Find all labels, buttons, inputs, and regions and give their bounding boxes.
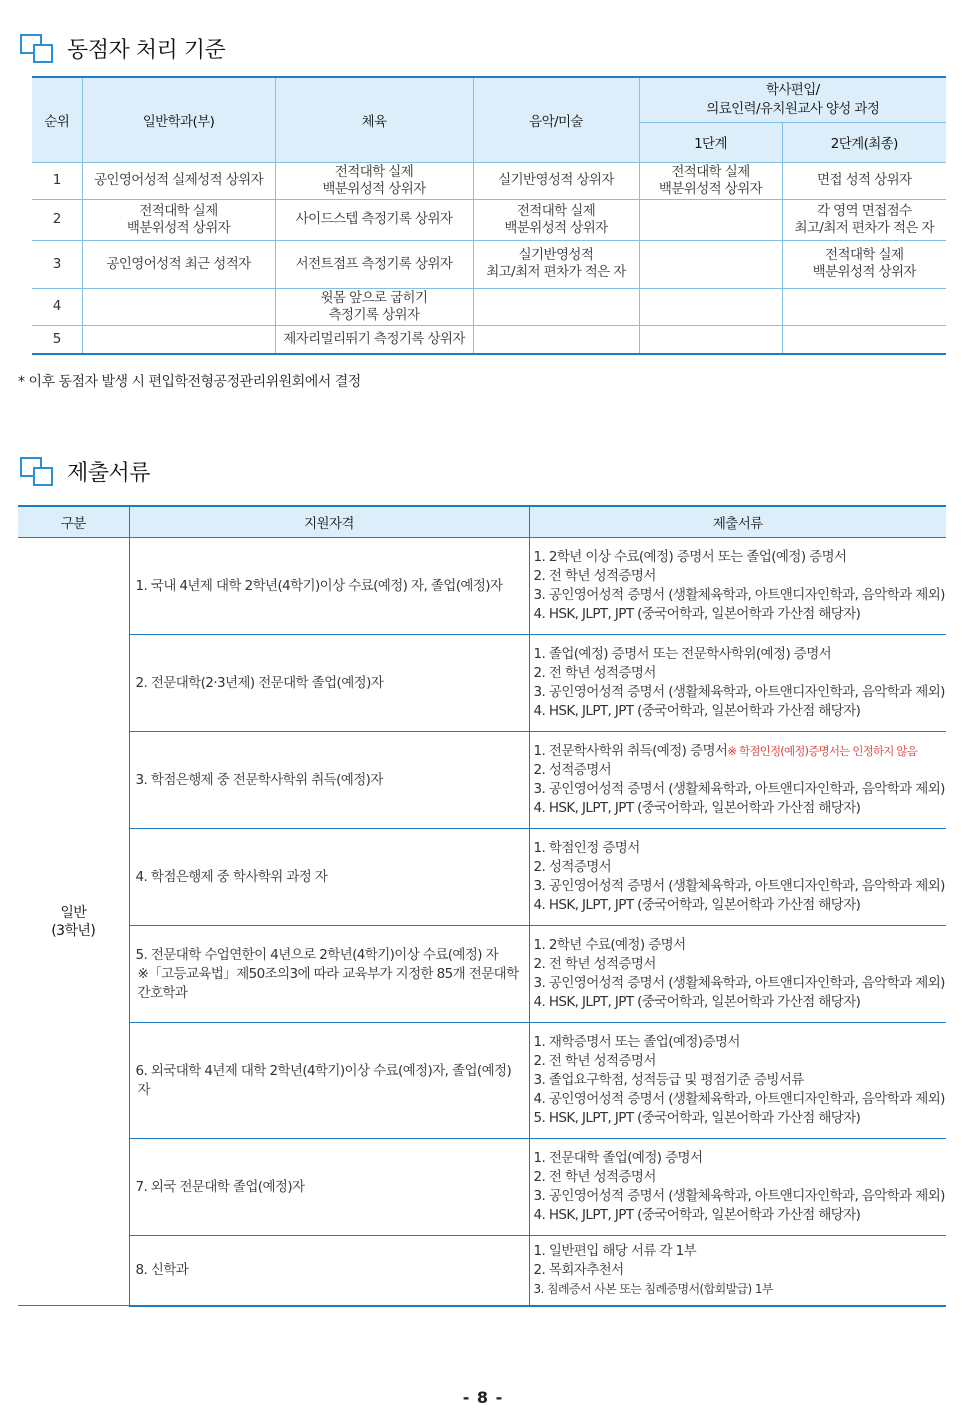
- cell-line: 실기반영성적: [518, 247, 594, 263]
- section-title-text: 제출서류: [67, 461, 151, 486]
- documents-line: 3. 공인영어성적 증명서 (생활체육학과, 아트앤디자인학과, 음악학과 제외): [533, 587, 945, 603]
- documents-line: [534, 742, 943, 761]
- cell-line: 최고/최저 편차가 적은 자: [486, 264, 626, 280]
- documents-row: [18, 926, 946, 1023]
- tiebreak-row: [32, 240, 946, 288]
- cell-pe: [275, 325, 473, 354]
- documents-row: [18, 538, 946, 635]
- documents-row: [18, 1236, 946, 1306]
- cell-stage1: [639, 162, 782, 199]
- qualification-line: 2. 전문대학(2·3년제) 전문대학 졸업(예정)자: [135, 674, 384, 691]
- qualification-line: 4. 학점은행제 중 학사학위 과정 자: [135, 868, 328, 885]
- cell-pe: [275, 162, 473, 199]
- header-documents: 제출서류: [529, 506, 946, 538]
- cell-stage1: [639, 325, 782, 354]
- qualification-cell: [129, 1023, 529, 1139]
- documents-note: ※ 학점인정(예정)증명서는 인정하지 않음: [727, 744, 918, 758]
- rank-cell: 1: [32, 162, 82, 199]
- documents-cell: [529, 635, 946, 732]
- documents-cell: [529, 1139, 946, 1236]
- documents-line: 1. 2학년 이상 수료(예정) 증명서 또는 졸업(예정) 증명서: [533, 549, 847, 565]
- header-category: 구분: [18, 506, 129, 538]
- square-icon: [20, 457, 53, 487]
- cell-stage2: [782, 199, 946, 240]
- cell-pe: [275, 240, 473, 288]
- header-music-art: 음악/미술: [473, 77, 639, 162]
- documents-row: [18, 1023, 946, 1139]
- documents-cell: [529, 829, 946, 926]
- documents-line: 1. 졸업(예정) 증명서 또는 전문학사학위(예정) 증명서: [533, 646, 832, 662]
- documents-line: 4. HSK, JLPT, JPT (중국어학과, 일본어학과 가산점 해당자): [533, 1207, 861, 1223]
- tiebreak-row: [32, 199, 946, 240]
- rank-cell: 4: [32, 288, 82, 325]
- qualification-cell: [129, 926, 529, 1023]
- qualification-line: 간호학과: [137, 984, 188, 1001]
- documents-line: 4. HSK, JLPT, JPT (중국어학과, 일본어학과 가산점 해당자): [533, 606, 861, 622]
- qualification-line: 자: [137, 1081, 150, 1098]
- rank-cell: 2: [32, 199, 82, 240]
- cell-line: 백분위성적 상위자: [126, 219, 231, 236]
- cell-line: 전적대학 실제: [334, 163, 414, 180]
- cell-music-art: [473, 288, 639, 325]
- cell-music-art: [473, 162, 639, 199]
- cell-pe: [275, 288, 473, 325]
- category-line2: (3학년): [51, 922, 96, 939]
- cell-music-art: [473, 240, 639, 288]
- cell-stage2: [782, 325, 946, 354]
- documents-line: 3. 졸업요구학점, 성적등급 및 평점기준 증빙서류: [533, 1072, 804, 1088]
- cell-line: 전적대학 실제: [139, 202, 218, 219]
- page-number: - 8 -: [462, 1388, 504, 1407]
- header-rank: 순위: [32, 77, 82, 162]
- documents-line: 1. 재학증명서 또는 졸업(예정)증명서: [533, 1034, 740, 1050]
- cell-stage1: [639, 199, 782, 240]
- qualification-line: 6. 외국대학 4년제 대학 2학년(4학기)이상 수료(예정)자, 졸업(예정): [135, 1062, 512, 1079]
- cell-stage2: [782, 240, 946, 288]
- cell-line: 면접 성적 상위자: [817, 172, 912, 188]
- header-qualification: 지원자격: [129, 506, 529, 538]
- tiebreak-row: [32, 325, 946, 354]
- documents-line: 3. 공인영어성적 증명서 (생활체육학과, 아트앤디자인학과, 음악학과 제외): [533, 684, 945, 700]
- qualification-cell: [129, 732, 529, 829]
- section-title-tiebreak: [20, 33, 225, 64]
- documents-table: [18, 505, 946, 1307]
- cell-line: 각 영역 면접점수: [817, 202, 912, 219]
- cell-line: 백분위성적 상위자: [322, 180, 426, 197]
- documents-line: 2. 전 학년 성적증명서: [533, 956, 656, 972]
- documents-line: 2. 전 학년 성적증명서: [533, 1053, 656, 1069]
- rank-cell: 3: [32, 240, 82, 288]
- documents-line: 1. 2학년 수료(예정) 증명서: [533, 937, 686, 953]
- documents-line-small: 3. 침례증서 사본 또는 침례증명서(합회발급) 1부: [533, 1281, 773, 1296]
- documents-line: 4. HSK, JLPT, JPT (중국어학과, 일본어학과 가산점 해당자): [533, 897, 861, 913]
- documents-line: 3. 공인영어성적 증명서 (생활체육학과, 아트앤디자인학과, 음악학과 제외): [533, 975, 945, 991]
- qualification-cell: [129, 1236, 529, 1306]
- category-line1: 일반: [60, 904, 87, 921]
- qualification-line: 5. 전문대학 수업연한이 4년으로 2학년(4학기)이상 수료(예정) 자: [135, 946, 499, 963]
- qualification-line: 8. 신학과: [135, 1261, 189, 1278]
- qualification-cell: [129, 635, 529, 732]
- cell-line: 실기반영성적 상위자: [498, 172, 614, 188]
- header-bachelor: [639, 77, 946, 122]
- header-stage2: 2단계(최종): [782, 122, 946, 162]
- tiebreak-row: [32, 288, 946, 325]
- qualification-cell: [129, 538, 529, 635]
- documents-row: [18, 829, 946, 926]
- cell-line: 제자리멀리뛰기 측정기록 상위자: [283, 330, 465, 347]
- tiebreak-row: [32, 162, 946, 199]
- qualification-line: 1. 국내 4년제 대학 2학년(4학기)이상 수료(예정) 자, 졸업(예정)자: [135, 577, 503, 594]
- header-pe: 체육: [275, 77, 473, 162]
- cell-line: 최고/최저 편차가 적은 자: [794, 219, 934, 236]
- documents-line: 4. HSK, JLPT, JPT (중국어학과, 일본어학과 가산점 해당자): [533, 994, 861, 1010]
- documents-cell: [529, 538, 946, 635]
- documents-cell: [529, 1023, 946, 1139]
- cell-line: 사이드스텝 측정기록 상위자: [295, 211, 453, 227]
- documents-line: 2. 전 학년 성적증명서: [533, 665, 656, 681]
- documents-first: 1. 전문학사학위 취득(예정) 증명서: [533, 743, 728, 759]
- qualification-cell: [129, 829, 529, 926]
- documents-line: 3. 공인영어성적 증명서 (생활체육학과, 아트앤디자인학과, 음악학과 제외): [533, 781, 945, 797]
- cell-general: [82, 288, 275, 325]
- cell-line: 백분위성적 상위자: [504, 219, 608, 236]
- section-title-text: 동점자 처리 기준: [67, 38, 226, 63]
- documents-line: 5. HSK, JLPT, JPT (중국어학과, 일본어학과 가산점 해당자): [533, 1110, 861, 1126]
- documents-line: 1. 일반편입 해당 서류 각 1부: [533, 1242, 697, 1259]
- documents-row: [18, 732, 946, 829]
- documents-line: 2. 성적증명서: [533, 859, 612, 875]
- cell-line: 전적대학 실제: [671, 163, 750, 180]
- header-bachelor-line2: 의료인력/유치원교사 양성 과정: [706, 100, 880, 117]
- cell-line: 공인영어성적 실제성적 상위자: [93, 172, 264, 188]
- documents-line: 4. HSK, JLPT, JPT (중국어학과, 일본어학과 가산점 해당자): [533, 800, 861, 816]
- cell-stage1: [639, 288, 782, 325]
- documents-line: 3. 공인영어성적 증명서 (생활체육학과, 아트앤디자인학과, 음악학과 제외): [533, 878, 945, 894]
- qualification-line: ※「고등교육법」제50조의3에 따라 교육부가 지정한 85개 전문대학: [137, 965, 519, 982]
- square-icon: [20, 34, 53, 64]
- header-stage1: 1단계: [639, 122, 782, 162]
- documents-cell: [529, 732, 946, 829]
- header-general: 일반학과(부): [82, 77, 275, 162]
- cell-line: 전적대학 실제: [516, 202, 596, 219]
- rank-cell: 5: [32, 325, 82, 354]
- section-title-documents: [20, 456, 150, 487]
- tiebreak-footnote: * 이후 동점자 발생 시 편입학전형공정관리위원회에서 결정: [18, 374, 361, 390]
- documents-line: 2. 전 학년 성적증명서: [533, 568, 656, 584]
- cell-line: 서전트점프 측정기록 상위자: [295, 255, 453, 272]
- cell-general: [82, 240, 275, 288]
- qualification-cell: [129, 1139, 529, 1236]
- documents-line: 4. HSK, JLPT, JPT (중국어학과, 일본어학과 가산점 해당자): [533, 703, 861, 719]
- category-cell: [18, 538, 129, 1306]
- cell-line: 전적대학 실제: [825, 247, 904, 263]
- cell-pe: [275, 199, 473, 240]
- tiebreak-table: [32, 76, 946, 355]
- cell-music-art: [473, 199, 639, 240]
- header-bachelor-line1: 학사편입/: [765, 81, 820, 98]
- cell-line: 백분위성적 상위자: [658, 180, 763, 197]
- cell-general: [82, 325, 275, 354]
- cell-line: 백분위성적 상위자: [812, 264, 916, 280]
- cell-stage2: [782, 288, 946, 325]
- cell-line: 윗몸 앞으로 굽히기: [320, 289, 428, 306]
- documents-line: 3. 공인영어성적 증명서 (생활체육학과, 아트앤디자인학과, 음악학과 제외): [533, 1188, 945, 1204]
- documents-line: 1. 전문대학 졸업(예정) 증명서: [533, 1150, 703, 1166]
- documents-row: [18, 635, 946, 732]
- qualification-line: 3. 학점은행제 중 전문학사학위 취득(예정)자: [135, 771, 383, 788]
- documents-row: [18, 1139, 946, 1236]
- qualification-line: 7. 외국 전문대학 졸업(예정)자: [135, 1178, 305, 1195]
- cell-music-art: [473, 325, 639, 354]
- cell-line: 측정기록 상위자: [328, 306, 420, 323]
- cell-general: [82, 162, 275, 199]
- documents-line: 2. 성적증명서: [533, 762, 612, 778]
- documents-cell: [529, 1236, 946, 1306]
- documents-line: 2. 전 학년 성적증명서: [533, 1169, 656, 1185]
- cell-general: [82, 199, 275, 240]
- documents-line: 2. 목회자추천서: [533, 1261, 624, 1278]
- cell-line: 공인영어성적 최근 성적자: [106, 255, 251, 272]
- documents-cell: [529, 926, 946, 1023]
- cell-stage2: [782, 162, 946, 199]
- documents-line: 4. 공인영어성적 증명서 (생활체육학과, 아트앤디자인학과, 음악학과 제외): [533, 1091, 945, 1107]
- documents-line: 1. 학점인정 증명서: [533, 840, 640, 856]
- cell-stage1: [639, 240, 782, 288]
